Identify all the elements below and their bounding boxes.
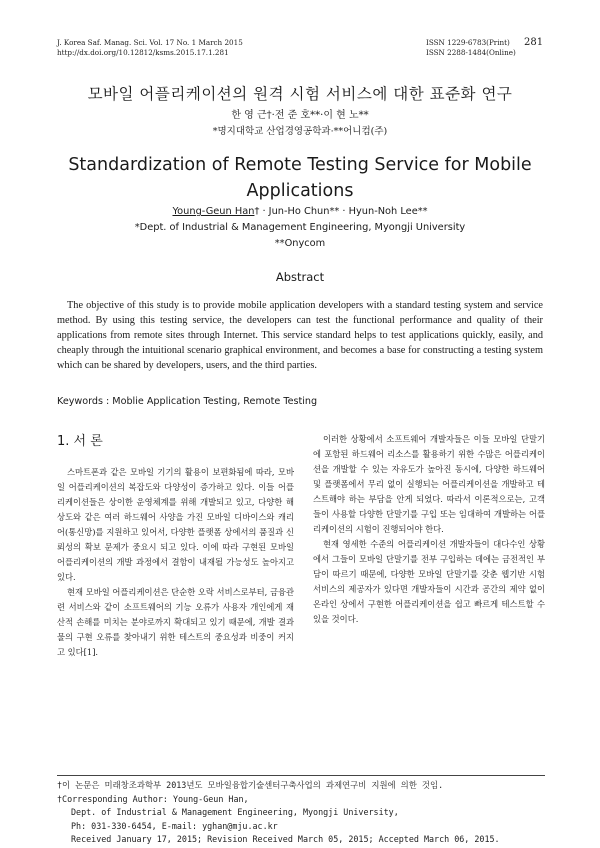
author-department: Dept. of Industrial & Management Engineering, Myongji University, [71,807,399,818]
doi-link[interactable]: http://dx.doi.org/10.12812/ksms.2015.17.1.281 [57,48,229,57]
english-authors [0,206,600,217]
corresponding-mark: † [254,206,260,217]
english-title: Standardization of Remote Testing Service for Mobile Applications [68,155,532,201]
journal-citation: J. Korea Saf. Manag. Sci. Vol. 17 No. 1 March 2015 [57,38,243,47]
right-column [313,432,545,627]
english-affiliation-2: **Onycom [274,238,326,249]
issn-block [426,38,516,58]
korean-affiliation: *명지대학교 산업경영공학과·**어니컴(주) [212,126,388,137]
page-number: 281 [524,37,544,48]
section-heading-introduction: 1. 서 론 [57,434,103,449]
funding-note: †이 논문은 미래창조과학부 2013년도 모바일융합기술센터구축사업의 과제연구비 지원에 의한 것임. [57,780,444,790]
paragraph: 스마트폰과 같은 모바일 기기의 활용이 보편화됨에 따라, 모바일 어플리케이션의 복잡도와 다양성이 증가하고 있다. 이들 어플리케이션들은 상이한 운영체계를 위해 개발되고 있고, 다양한 해상도와 같은 여러 하드웨어 사양을 가진 모바일 디바이스와 캐리어(통신망)를 지원하고 있어서, 다양한 플랫폼 상에서의 품질과 신뢰성의 확보 문제가 중요시 되고 있다. 이에 따라 구현된 모바일 어플리케이션의 개발 과정에서 결함이 내재될 가능성도 높아지고 있다. [57,467,294,582]
corresponding-author-name: Young-Geun Han [172,206,255,217]
co-authors: · Jun-Ho Chun** · Hyun-Noh Lee** [259,206,428,217]
issn-print: ISSN 1229-6783(Print) [426,38,510,47]
issn-online: ISSN 2288-1484(Online) [426,48,516,57]
paragraph: 현재 영세한 수준의 어플리케이션 개발자들이 대다수인 상황에서 그들이 모바일 단말기를 전부 구입하는 데에는 금전적인 부담이 따르기 때문에, 다양한 모바일 단말기를 갖춘 웹기반 시험 서비스의 제공자가 있다면 개발자들이 시간과 공간의 제약 없이 온라인 상에서 구현한 어플리케이션을 쉽고 빠르게 테스트할 수 있을 것이다. [313,539,545,624]
footnotes [57,779,545,847]
journal-header [57,38,243,58]
paragraph: 현재 모바일 어플리케이션은 단순한 오락 서비스로부터, 금융관련 서비스와 같이 소프트웨어의 기능 오류가 사용자 개인에게 재산적 손해를 미치는 분야로까지 확대되고 있기 때문에, 개발 결과물의 구현 오류를 찾아내기 위한 테스트의 중요성과 비중이 커지고 있다[1]. [57,587,294,657]
author-contact: Ph: 031-330-6454, E-mail: yghan@mju.ac.kr [71,820,278,831]
left-column [57,465,294,660]
keywords: Keywords : Moblie Application Testing, Remote Testing [57,396,318,407]
korean-title: 모바일 어플리케이션의 원격 시험 서비스에 대한 표준화 연구 [87,85,513,103]
abstract-heading: Abstract [275,270,325,284]
abstract-body: The objective of this study is to provide mobile application developers with a standard testing system and service method. By using this testing service, the developers can test the functional performance and quality of their applications from remote sites through Internet. This service standard helps to test applications quickly, easily, and cheaply through the intuitional scenario graphical environment, and becomes a base for constructing a testing system which can be shared by developers, users, and the third parties. [57,300,543,371]
received-dates: Received January 17, 2015; Revision Received March 05, 2015; Accepted March 06, 2015. [71,834,500,845]
corresponding-note: †Corresponding Author: Young-Geun Han, [57,793,249,804]
korean-authors: 한 영 근†·전 준 호**·이 현 노** [231,110,369,121]
paragraph: 이러한 상황에서 소프트웨어 개발자들은 이들 모바일 단말기에 포함된 하드웨어 리소스를 활용하기 위한 수많은 어플리케이션을 개발할 수 있는 자유도가 높아진 동시에, 다양한 하드웨어 및 플랫폼에서 무리 없이 실행되는 어플리케이션을 개발하고 테스트해야 하는 부담을 안게 되었다. 따라서 이론적으로는, 고객들이 사용할 다양한 단말기를 구입 또는 임대하여 개발하는 어플리케이션의 시험이 진행되어야 한다. [313,434,545,534]
english-affiliation-1: *Dept. of Industrial & Management Engineering, Myongji University [134,222,466,233]
footnote-divider [57,775,545,776]
